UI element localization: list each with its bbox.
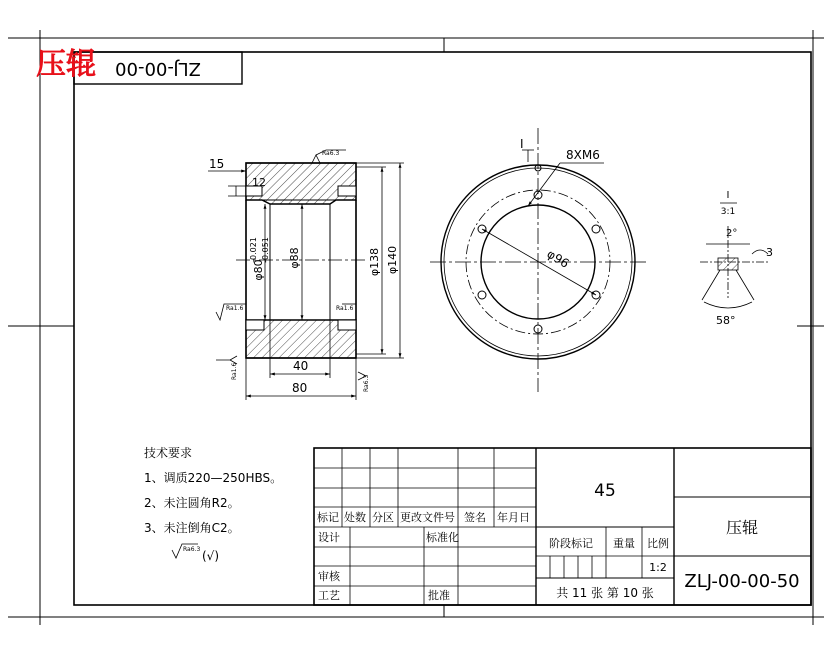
label-design: 设计 — [318, 531, 340, 544]
tol-upper: -0.021 — [249, 237, 258, 263]
dim-phi96: φ96 — [544, 246, 572, 271]
detail-angle-58: 58° — [716, 314, 736, 327]
hdr-change-doc: 更改文件号 — [400, 511, 455, 524]
label-scale: 比例 — [647, 537, 669, 550]
sheet-info: 共 11 张 第 10 张 — [556, 586, 654, 600]
general-roughness-tail: (√) — [202, 549, 220, 563]
trim-frame — [8, 30, 824, 625]
tol-lower: -0.051 — [261, 237, 270, 263]
callout-I: I — [520, 137, 524, 151]
general-roughness-value: Ra6.3 — [183, 546, 201, 553]
hdr-zone: 分区 — [372, 511, 394, 524]
label-standardize: 标准化 — [426, 531, 459, 544]
detail-angle-2: 2° — [726, 228, 738, 239]
label-stage: 阶段标记 — [549, 537, 593, 550]
drawing-number: ZLJ-00-00-50 — [684, 571, 800, 592]
label-weight: 重量 — [613, 537, 635, 550]
end-view — [430, 128, 648, 392]
dim-phi88: φ88 — [288, 247, 301, 269]
hdr-mark: 标记 — [317, 511, 339, 524]
rough-bottom-left: Ra1.6 — [231, 362, 238, 380]
bolt-holes — [478, 165, 600, 333]
tech-item-1: 1、调质220—250HBS。 — [144, 471, 283, 485]
dim-40: 40 — [293, 359, 309, 373]
rough-right: Ra1.6 — [336, 305, 354, 312]
dim-15: 15 — [209, 157, 225, 171]
tech-item-2: 2、未注圆角R2。 — [144, 496, 240, 510]
scale-value: 1:2 — [649, 561, 667, 574]
label-process: 工艺 — [318, 589, 340, 602]
title-block-text — [317, 481, 800, 602]
label-review: 审核 — [318, 570, 340, 583]
hdr-sign: 签名 — [464, 511, 486, 524]
detail-label: I — [726, 190, 730, 201]
rough-top: Ra6.3 — [322, 150, 340, 157]
tech-requirements — [144, 444, 282, 536]
rough-left: Ra1.6 — [226, 305, 244, 312]
tech-item-3: 3、未注倒角C2。 — [144, 521, 240, 535]
hdr-count: 处数 — [344, 511, 366, 524]
rough-bottom-right: Ra6.3 — [363, 374, 370, 392]
detail-scale: 3:1 — [720, 207, 736, 217]
dim-80: 80 — [292, 381, 308, 395]
holes-note: 8XM6 — [566, 148, 600, 162]
dim-phi140: φ140 — [386, 245, 399, 275]
dim-phi80: φ80 — [252, 259, 265, 281]
section-view — [208, 150, 404, 400]
hdr-date: 年月日 — [497, 511, 530, 524]
dim-phi138: φ138 — [368, 247, 381, 277]
part-name-stamp: 压辊 — [36, 47, 96, 82]
detail-dim-3: 3 — [766, 246, 773, 259]
part-name: 压辊 — [725, 518, 759, 537]
code-box — [74, 52, 242, 84]
dim-12: 12 — [252, 176, 266, 189]
label-approve: 批准 — [428, 589, 450, 602]
detail-view — [700, 190, 773, 327]
tech-title: 技术要求 — [144, 446, 193, 460]
material: 45 — [594, 481, 616, 501]
code-box-text: ZLJ-00-00 — [115, 58, 201, 79]
